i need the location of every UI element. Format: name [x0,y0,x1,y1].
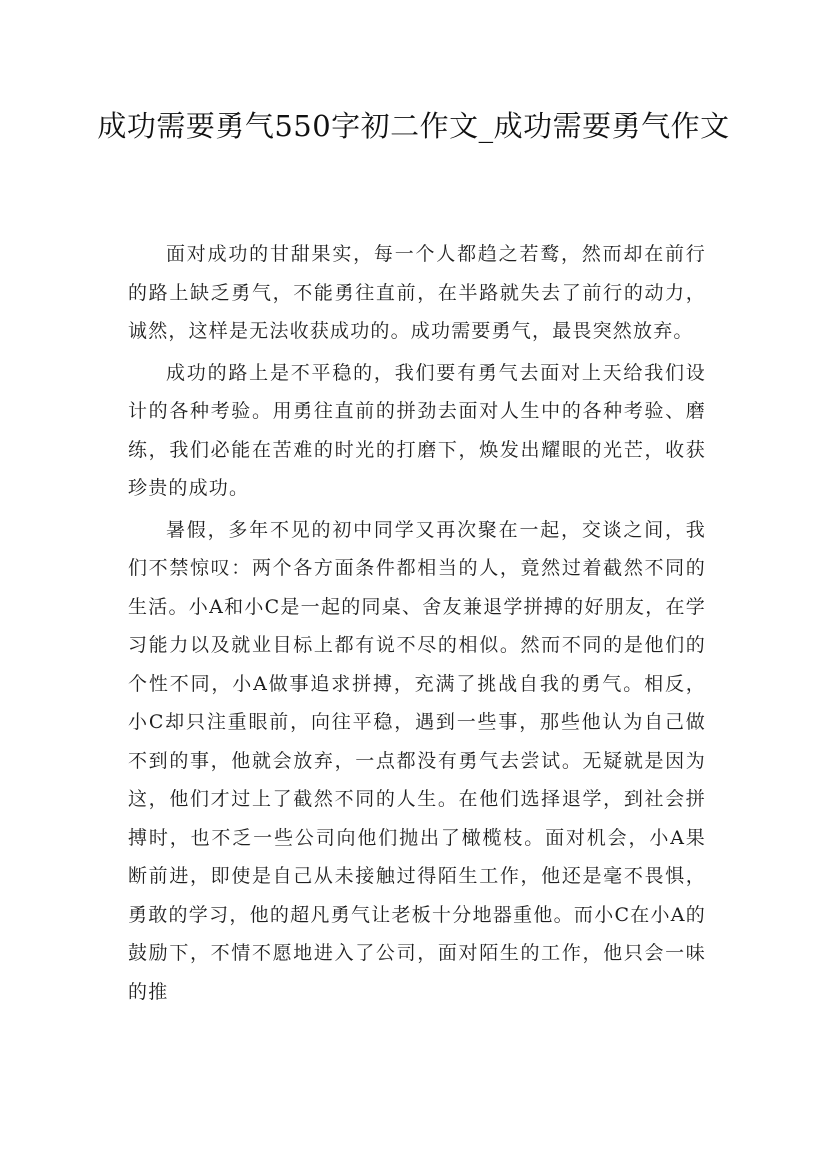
paragraph-1: 面对成功的甘甜果实，每一个人都趋之若鹜，然而却在前行的路上缺乏勇气，不能勇往直前，在半路就失去了前行的动力，诚然，这样是无法收获成功的。成功需要勇气，最畏突然放弃。 [128,243,706,342]
paragraph-3: 暑假，多年不见的初中同学又再次聚在一起，交谈之间，我们不禁惊叹：两个各方面条件都相当的人，竟然过着截然不同的生活。小A和小C是一起的同桌、舍友兼退学拼搏的好朋友，在学习能力以及就业目标上都有说不尽的相似。然而不同的是他们的个性不同，小A做事追求拼搏，充满了挑战自我的勇气。相反，小C却只注重眼前，向往平稳，遇到一些事，那些他认为自己做不到的事，他就会放弃，一点都没有勇气去尝试。无疑就是因为这，他们才过上了截然不同的人生。在他们选择退学，到社会拼搏时，也不乏一些公司向他们抛出了橄榄枝。面对机会，小A果断前进，即使是自己从未接触过得陌生工作，他还是毫不畏惧，勇敢的学习，他的超凡勇气让老板十分地器重他。而小C在小A的鼓励下，不情不愿地进入了公司，面对陌生的工作，他只会一味的推 [128,518,706,1003]
document-title: 成功需要勇气550字初二作文_成功需要勇气作文 [97,109,730,143]
document-body [128,235,706,1014]
paragraph-2: 成功的路上是不平稳的，我们要有勇气去面对上天给我们设计的各种考验。用勇往直前的拼劲去面对人生中的各种考验、磨练，我们必能在苦难的时光的打磨下，焕发出耀眼的光芒，收获珍贵的成功。 [128,361,706,499]
